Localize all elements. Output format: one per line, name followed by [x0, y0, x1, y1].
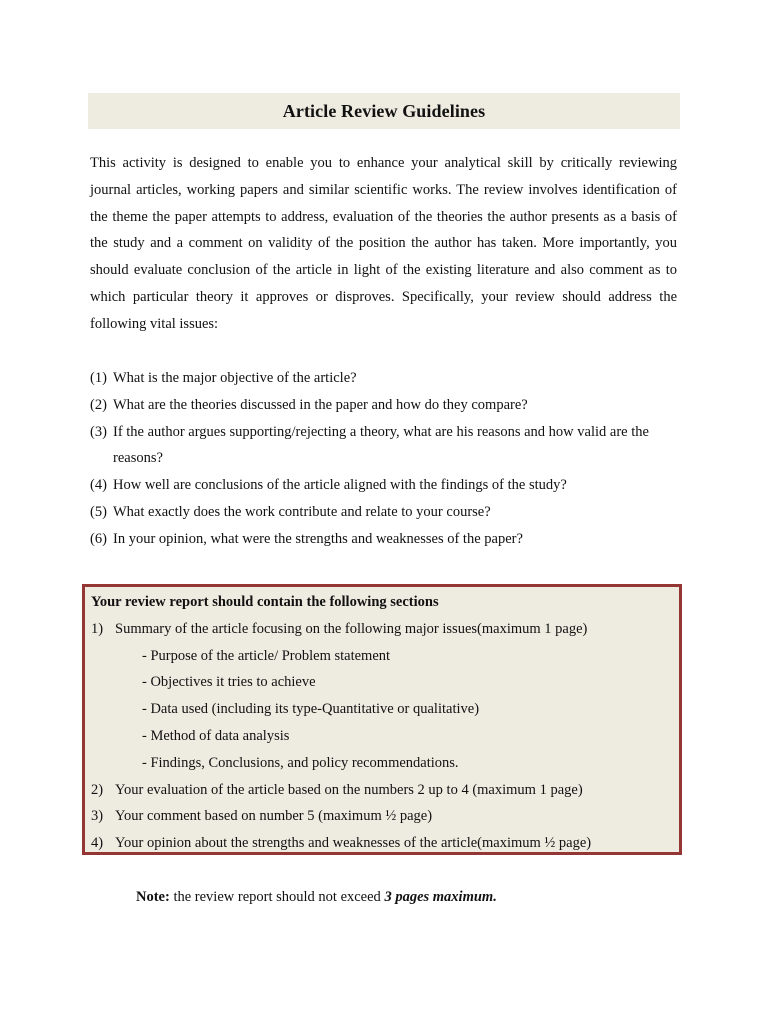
summary-subitem: - Objectives it tries to achieve	[142, 674, 316, 691]
question-text: How well are conclusions of the article aligned with the findings of the study?	[113, 477, 567, 494]
questions-list	[90, 365, 680, 553]
report-section-item	[91, 830, 681, 857]
report-section-item	[91, 803, 681, 830]
intro-paragraph: This activity is designed to enable you to enhance your analytical skill by critically reviewing journal articles, working papers and similar scientific works. The review involves identification of the theme the paper attempts to address, evaluation of the theories the author presents as a basis of the study and a comment on validity of the position the author has taken. More importantly, you should evaluate conclusion of the article in light of the existing literature and also comment as to which particular theory it approves or disproves. Specifically, your review should address the following vital issues:	[90, 155, 677, 332]
question-text: What exactly does the work contribute and relate to your course?	[113, 503, 491, 520]
question-text: In your opinion, what were the strengths and weaknesses of the paper?	[113, 530, 523, 547]
question-item	[90, 365, 680, 392]
note-emphasis: 3 pages maximum.	[384, 889, 497, 905]
question-number: (2)	[90, 396, 107, 413]
section-number: 4)	[91, 835, 104, 852]
report-section-item	[91, 616, 681, 643]
section-text: Your opinion about the strengths and weaknesses of the article(maximum ½ page)	[115, 835, 592, 852]
section-text: Your evaluation of the article based on the numbers 2 up to 4 (maximum 1 page)	[115, 781, 583, 798]
question-number: (4)	[90, 477, 107, 494]
report-section-item	[91, 777, 681, 804]
summary-subitem: - Data used (including its type-Quantitative or qualitative)	[142, 701, 480, 718]
section-number: 1)	[91, 620, 104, 637]
title-banner	[88, 93, 680, 129]
question-item	[90, 472, 680, 499]
section-text: Summary of the article focusing on the following major issues(maximum 1 page)	[115, 620, 588, 637]
question-number: (5)	[90, 503, 107, 520]
note-label: Note:	[136, 889, 170, 905]
question-text: If the author argues supporting/rejecting a theory, what are his reasons and how valid are the reasons?	[113, 423, 649, 467]
question-number: (3)	[90, 423, 107, 440]
question-number: (6)	[90, 530, 107, 547]
report-sections-box	[82, 584, 682, 855]
document-title: Article Review Guidelines	[282, 100, 486, 121]
section-number: 2)	[91, 781, 104, 798]
summary-subitem: - Method of data analysis	[142, 727, 290, 744]
report-sections-content	[91, 589, 681, 857]
question-text: What are the theories discussed in the paper and how do they compare?	[113, 396, 528, 413]
question-item	[90, 419, 680, 473]
question-item	[90, 499, 680, 526]
report-sections-heading: Your review report should contain the following sections	[91, 594, 439, 610]
page-limit-note	[136, 884, 497, 910]
summary-subitem: - Findings, Conclusions, and policy recommendations.	[142, 754, 459, 771]
question-number: (1)	[90, 370, 107, 386]
question-item	[90, 526, 680, 553]
section-number: 3)	[91, 808, 104, 825]
question-item	[90, 392, 680, 419]
question-text: What is the major objective of the article?	[113, 370, 357, 386]
note-text: the review report should not exceed	[169, 889, 385, 905]
summary-subitem: - Purpose of the article/ Problem statement	[142, 647, 391, 664]
section-text: Your comment based on number 5 (maximum ½ page)	[115, 808, 433, 825]
